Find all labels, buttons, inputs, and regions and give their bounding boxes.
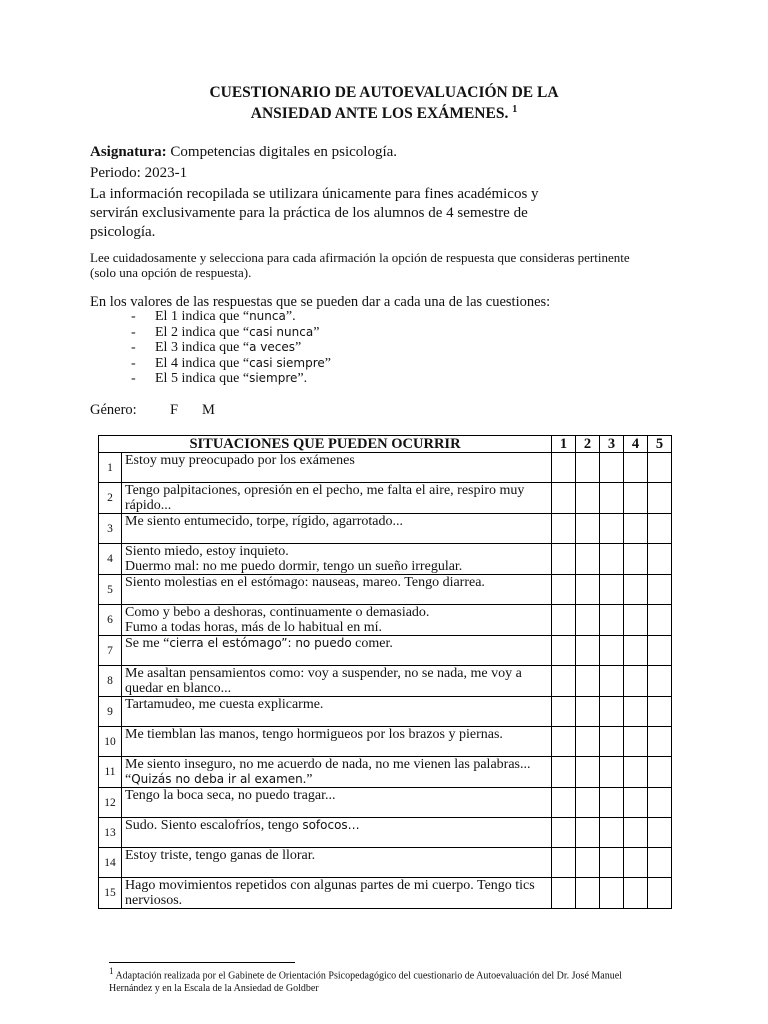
item-number: 9 xyxy=(99,697,122,727)
scale-options-list xyxy=(131,309,331,387)
item-number: 3 xyxy=(99,514,122,544)
item-text: Estoy triste, tengo ganas de llorar. xyxy=(122,848,552,878)
score-cell[interactable] xyxy=(552,757,576,788)
score-cell[interactable] xyxy=(600,848,624,878)
score-cell[interactable] xyxy=(600,575,624,605)
score-cell[interactable] xyxy=(552,818,576,848)
score-cell[interactable] xyxy=(576,727,600,757)
item-number: 5 xyxy=(99,575,122,605)
score-cell[interactable] xyxy=(624,453,648,483)
score-cell[interactable] xyxy=(600,666,624,697)
item-number: 1 xyxy=(99,453,122,483)
table-row xyxy=(99,605,672,636)
score-cell[interactable] xyxy=(624,666,648,697)
table-row xyxy=(99,544,672,575)
subject-line xyxy=(90,143,397,162)
item-text: Tartamudeo, me cuesta explicarme. xyxy=(122,697,552,727)
situations-header: SITUACIONES QUE PUEDEN OCURRIR xyxy=(99,436,552,453)
item-number: 7 xyxy=(99,636,122,666)
score-cell[interactable] xyxy=(624,514,648,544)
scale-option: - El 2 indica que “casi nunca” xyxy=(131,324,320,340)
privacy-notice: La información recopilada se utilizara únicamente para fines académicos y servirán exclusivamente para la práctica de los alumnos de 4 semestre de psicología. xyxy=(90,186,539,240)
item-number: 11 xyxy=(99,757,122,788)
table-row xyxy=(99,636,672,666)
footnote-ref: 1 xyxy=(109,966,114,976)
questionnaire-table xyxy=(98,435,672,909)
score-cell[interactable] xyxy=(600,788,624,818)
item-text: Me siento entumecido, torpe, rígido, agarrotado... xyxy=(122,514,552,544)
item-number: 2 xyxy=(99,483,122,514)
score-cell[interactable] xyxy=(576,848,600,878)
score-cell[interactable] xyxy=(624,483,648,514)
score-cell[interactable] xyxy=(648,757,672,788)
score-cell[interactable] xyxy=(624,848,648,878)
score-cell[interactable] xyxy=(600,483,624,514)
item-text: Tengo la boca seca, no puedo tragar... xyxy=(122,788,552,818)
score-cell[interactable] xyxy=(648,848,672,878)
score-cell[interactable] xyxy=(576,697,600,727)
period-line: Periodo: 2023-1 xyxy=(90,165,188,181)
score-header: 2 xyxy=(576,436,600,453)
score-cell[interactable] xyxy=(624,636,648,666)
instruction-text: Lee cuidadosamente y selecciona para cada afirmación la opción de respuesta que consideras pertinente (solo una opción de respuesta). xyxy=(90,250,630,280)
title-line-1: CUESTIONARIO DE AUTOEVALUACIÓN DE LA xyxy=(209,84,559,101)
score-cell[interactable] xyxy=(600,453,624,483)
score-cell[interactable] xyxy=(552,697,576,727)
score-cell[interactable] xyxy=(648,483,672,514)
item-text: Siento molestias en el estómago: nauseas, mareo. Tengo diarrea. xyxy=(122,575,552,605)
item-text: Me siento inseguro, no me acuerdo de nada, no me vienen las palabras... “Quizás no deba ir al examen.” xyxy=(122,757,552,788)
score-cell[interactable] xyxy=(552,636,576,666)
table-row xyxy=(99,483,672,514)
item-text: Estoy muy preocupado por los exámenes xyxy=(122,453,552,483)
scale-option: - El 5 indica que “siempre”. xyxy=(131,371,308,386)
score-cell[interactable] xyxy=(552,544,576,575)
score-cell[interactable] xyxy=(576,788,600,818)
score-cell[interactable] xyxy=(624,575,648,605)
score-cell[interactable] xyxy=(648,544,672,575)
table-row xyxy=(99,727,672,757)
gender-option-f[interactable]: F xyxy=(170,402,179,418)
item-text: Sudo. Siento escalofríos, tengo sofocos… xyxy=(122,818,552,848)
subject-label: Asignatura: xyxy=(90,144,167,160)
score-cell[interactable] xyxy=(600,757,624,788)
score-cell[interactable] xyxy=(576,636,600,666)
subject-value: Competencias digitales en psicología. xyxy=(166,144,398,160)
score-cell[interactable] xyxy=(648,605,672,636)
item-number: 10 xyxy=(99,727,122,757)
score-header: 5 xyxy=(648,436,672,453)
score-cell[interactable] xyxy=(648,788,672,818)
table-row xyxy=(99,788,672,818)
table-row xyxy=(99,666,672,697)
score-cell[interactable] xyxy=(576,483,600,514)
score-cell[interactable] xyxy=(576,757,600,788)
score-cell[interactable] xyxy=(600,514,624,544)
score-cell[interactable] xyxy=(624,544,648,575)
score-cell[interactable] xyxy=(624,818,648,848)
table-row xyxy=(99,453,672,483)
title-footnote-ref: 1 xyxy=(512,104,518,115)
score-cell[interactable] xyxy=(624,605,648,636)
scale-option: - El 4 indica que “casi siempre” xyxy=(131,355,331,371)
gender-label: Género: xyxy=(90,402,137,418)
score-cell[interactable] xyxy=(624,788,648,818)
score-cell[interactable] xyxy=(552,514,576,544)
score-cell[interactable] xyxy=(600,727,624,757)
score-cell[interactable] xyxy=(576,605,600,636)
score-cell[interactable] xyxy=(648,575,672,605)
table-header-row xyxy=(99,436,672,453)
table-row xyxy=(99,848,672,878)
item-number: 13 xyxy=(99,818,122,848)
score-cell[interactable] xyxy=(576,818,600,848)
score-cell[interactable] xyxy=(576,544,600,575)
score-cell[interactable] xyxy=(600,818,624,848)
score-cell[interactable] xyxy=(552,878,576,909)
item-text: Tengo palpitaciones, opresión en el pecho, me falta el aire, respiro muy rápido... xyxy=(122,483,552,514)
item-text: Siento miedo, estoy inquieto. Duermo mal: no me puedo dormir, tengo un sueño irregular. xyxy=(122,544,552,575)
table-row xyxy=(99,575,672,605)
table-row xyxy=(99,757,672,788)
score-cell[interactable] xyxy=(648,878,672,909)
item-number: 12 xyxy=(99,788,122,818)
score-cell[interactable] xyxy=(576,878,600,909)
item-text: Hago movimientos repetidos con algunas partes de mi cuerpo. Tengo tics nerviosos. xyxy=(122,878,552,909)
gender-row xyxy=(90,402,215,419)
score-header: 4 xyxy=(624,436,648,453)
score-cell[interactable] xyxy=(552,788,576,818)
score-cell[interactable] xyxy=(600,605,624,636)
score-cell[interactable] xyxy=(576,666,600,697)
score-header: 1 xyxy=(552,436,576,453)
item-number: 8 xyxy=(99,666,122,697)
score-cell[interactable] xyxy=(600,697,624,727)
title-line-2: ANSIEDAD ANTE LOS EXÁMENES. $^1$ xyxy=(250,104,518,123)
document-title xyxy=(0,84,768,122)
score-cell[interactable] xyxy=(624,727,648,757)
score-cell[interactable] xyxy=(552,666,576,697)
score-cell[interactable] xyxy=(624,757,648,788)
score-cell[interactable] xyxy=(648,453,672,483)
score-header: 3 xyxy=(600,436,624,453)
item-text: Se me “cierra el estómago”: no puedo comer. xyxy=(122,636,552,666)
gender-option-m[interactable]: M xyxy=(202,402,215,418)
score-cell[interactable] xyxy=(552,453,576,483)
item-number: 15 xyxy=(99,878,122,909)
score-cell[interactable] xyxy=(576,514,600,544)
score-cell[interactable] xyxy=(624,697,648,727)
score-cell[interactable] xyxy=(552,605,576,636)
item-number: 14 xyxy=(99,848,122,878)
score-cell[interactable] xyxy=(600,878,624,909)
scale-option: - El 1 indica que “nunca”. xyxy=(131,309,296,324)
score-cell[interactable] xyxy=(648,727,672,757)
table-row xyxy=(99,514,672,544)
score-cell[interactable] xyxy=(648,666,672,697)
score-cell[interactable] xyxy=(576,575,600,605)
table-row xyxy=(99,818,672,848)
score-cell[interactable] xyxy=(552,727,576,757)
score-cell[interactable] xyxy=(600,636,624,666)
table-row xyxy=(99,697,672,727)
score-cell[interactable] xyxy=(648,818,672,848)
footnote: $^1$ Adaptación realizada por el Gabinete de Orientación Psicopedagógico del cuestionario de Autoevaluación del Dr. José Manuel Hernández y en la Escala de la Ansiedad de Goldber xyxy=(109,966,622,995)
scale-option: - El 3 indica que “a veces” xyxy=(131,340,302,355)
item-text: Me tiemblan las manos, tengo hormigueos por los brazos y piernas. xyxy=(122,727,552,757)
score-cell[interactable] xyxy=(552,483,576,514)
score-cell[interactable] xyxy=(648,697,672,727)
score-cell[interactable] xyxy=(552,575,576,605)
item-text: Como y bebo a deshoras, continuamente o demasiado. Fumo a todas horas, más de lo habitual en mí. xyxy=(122,605,552,636)
item-number: 6 xyxy=(99,605,122,636)
item-text: Me asaltan pensamientos como: voy a suspender, no se nada, me voy a quedar en blanco... xyxy=(122,666,552,697)
score-cell[interactable] xyxy=(648,514,672,544)
score-cell[interactable] xyxy=(576,453,600,483)
score-cell[interactable] xyxy=(648,636,672,666)
score-cell[interactable] xyxy=(624,878,648,909)
scale-intro: En los valores de las respuestas que se pueden dar a cada una de las cuestiones: xyxy=(90,294,551,310)
footnote-separator xyxy=(109,962,295,963)
table-row xyxy=(99,878,672,909)
score-cell[interactable] xyxy=(600,544,624,575)
item-number: 4 xyxy=(99,544,122,575)
score-cell[interactable] xyxy=(552,848,576,878)
